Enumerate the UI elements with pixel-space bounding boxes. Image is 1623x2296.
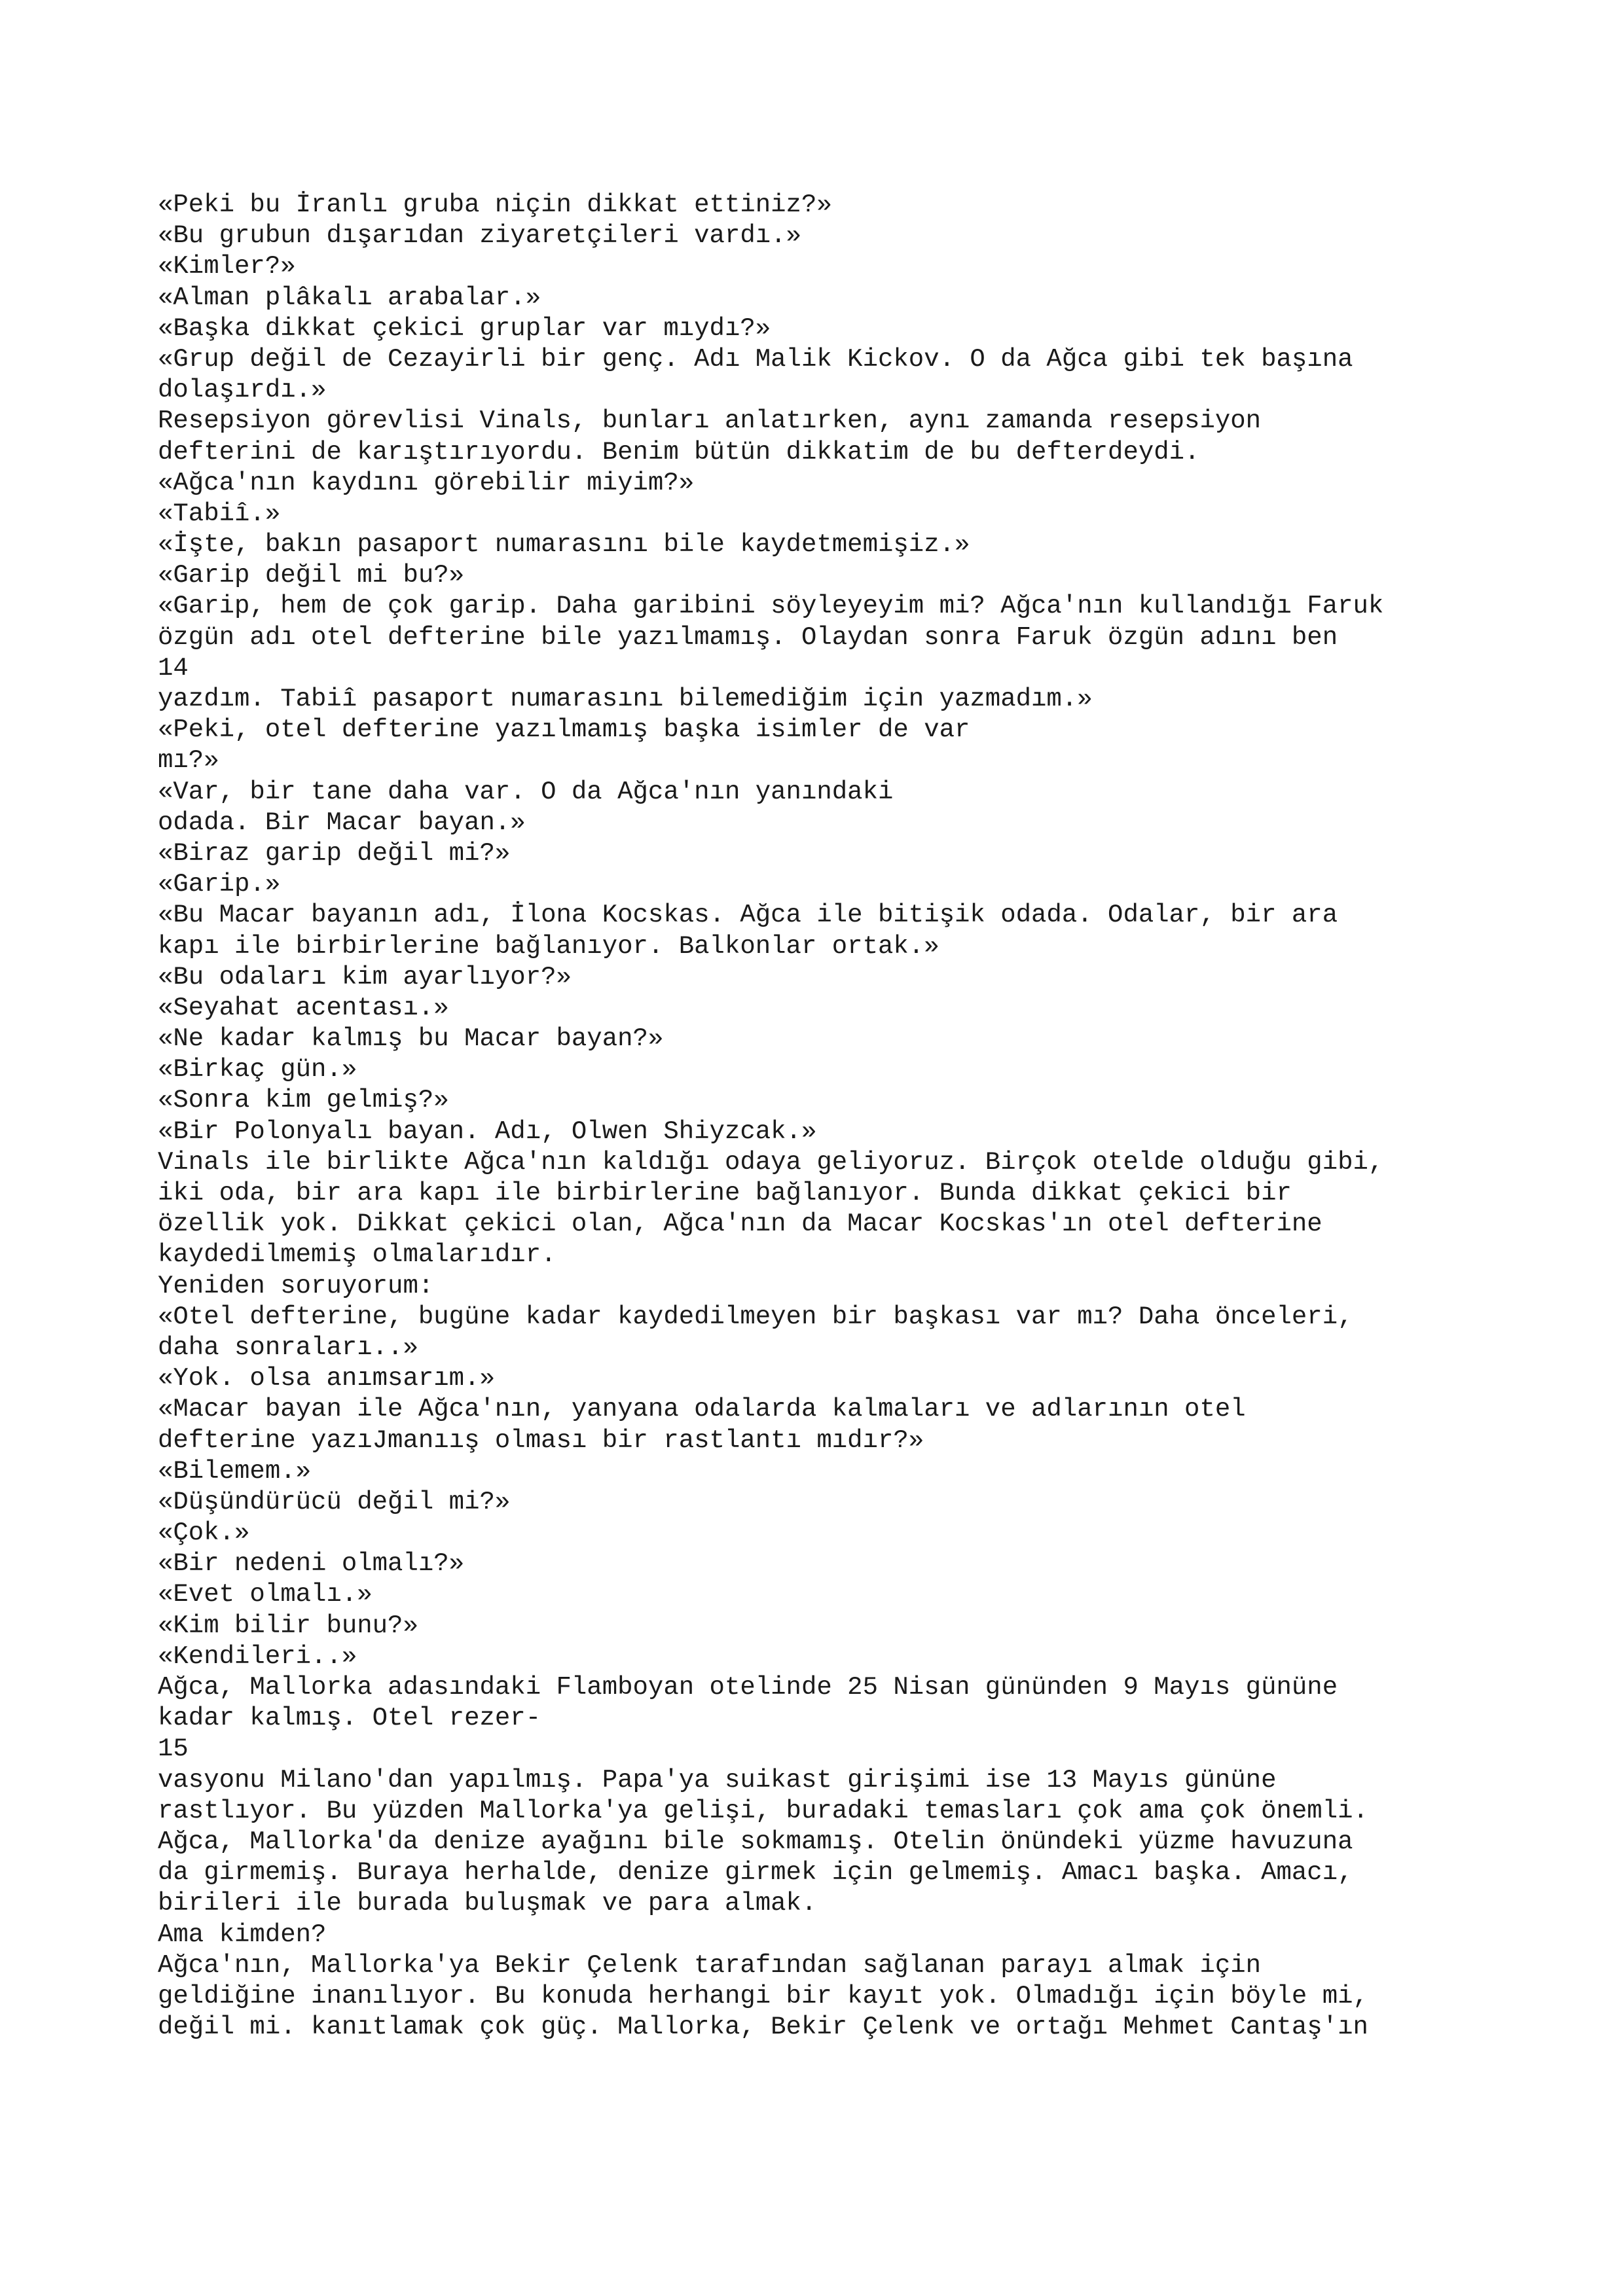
text-line: 14 xyxy=(158,653,189,683)
text-line: «Düşündürücü değil mi?» xyxy=(158,1487,511,1516)
text-line: «Tabiî.» xyxy=(158,499,281,528)
text-line: «Sonra kim gelmiş?» xyxy=(158,1086,449,1115)
text-line: «Otel defterine, bugüne kadar kaydedilmeyen bir başkası var mı? Daha önceleri, xyxy=(158,1302,1353,1331)
text-line: yazdım. Tabiî pasaport numarasını bilemediğim için yazmadım.» xyxy=(158,685,1093,713)
text-line: «Bu grubun dışarıdan ziyaretçileri vardı.» xyxy=(158,221,801,251)
text-line: özgün adı otel defterine bile yazılmamış. Olaydan sonra Faruk özgün adını ben xyxy=(158,622,1338,652)
text-line: «Başka dikkat çekici gruplar var mıydı?» xyxy=(158,314,771,343)
text-line: kaydedilmemiş olmalarıdır. xyxy=(158,1240,556,1270)
text-line: «Kendileri..» xyxy=(158,1641,357,1671)
text-line: «Bu Macar bayanın adı, İlona Kocskas. Ağca ile bitişik odada. Odalar, bir ara xyxy=(158,901,1338,930)
text-line: defterini de karıştırıyordu. Benim bütün dikkatim de bu defterdeydi. xyxy=(158,437,1200,467)
text-line: «Bir Polonyalı bayan. Adı, Olwen Shiyzcak.» xyxy=(158,1117,817,1146)
text-line: «Ağca'nın kaydını görebilir miyim?» xyxy=(158,468,695,497)
text-line: «Kimler?» xyxy=(158,252,296,281)
text-line: «Garip.» xyxy=(158,870,281,899)
text-line: «Birkaç gün.» xyxy=(158,1055,357,1085)
text-line: «Grup değil de Cezayirli bir genç. Adı Malik Kickov. O da Ağca gibi tek başına xyxy=(158,344,1353,374)
text-line: Resepsiyon görevlisi Vinals, bunları anlatırken, aynı zamanda resepsiyon xyxy=(158,406,1262,436)
text-line: Yeniden soruyorum: xyxy=(158,1271,434,1300)
text-line: iki oda, bir ara kapı ile birbirlerine bağlanıyor. Bunda dikkat çekici bir xyxy=(158,1179,1292,1208)
text-line: «İşte, bakın pasaport numarasını bile kaydetmemişiz.» xyxy=(158,530,970,560)
text-line: «Evet olmalı.» xyxy=(158,1580,373,1609)
text-line: «Garip, hem de çok garip. Daha garibini söyleyeyim mi? Ağca'nın kullandığı Faruk xyxy=(158,592,1384,621)
text-line: «Çok.» xyxy=(158,1518,250,1548)
text-line: değil mi. kanıtlamak çok güç. Mallorka, Bekir Çelenk ve ortağı Mehmet Cantaş'ın xyxy=(158,2013,1368,2042)
text-line: Ağca, Mallorka'da denize ayağını bile sokmamış. Otelin önündeki yüzme havuzuna xyxy=(158,1827,1353,1856)
text-line: «Kim bilir bunu?» xyxy=(158,1611,418,1640)
text-line: kadar kalmış. Otel rezer- xyxy=(158,1704,541,1733)
text-line: odada. Bir Macar bayan.» xyxy=(158,808,526,837)
text-line: «Peki bu İranlı gruba niçin dikkat ettiniz?» xyxy=(158,190,832,219)
text-line: «Var, bir tane daha var. O da Ağca'nın yanındaki xyxy=(158,777,894,806)
text-line: defterine yazıJmanıış olması bir rastlantı mıdır?» xyxy=(158,1426,924,1455)
text-line: mı?» xyxy=(158,746,219,776)
text-line: kapı ile birbirlerine bağlanıyor. Balkonlar ortak.» xyxy=(158,931,939,961)
text-line: «Alman plâkalı arabalar.» xyxy=(158,283,541,312)
text-line: birileri ile burada buluşmak ve para almak. xyxy=(158,1889,817,1918)
text-line: da girmemiş. Buraya herhalde, denize girmek için gelmemiş. Amacı başka. Amacı, xyxy=(158,1858,1353,1888)
text-line: özellik yok. Dikkat çekici olan, Ağca'nın da Macar Kocskas'ın otel defterine xyxy=(158,1210,1322,1239)
text-line: «Garip değil mi bu?» xyxy=(158,561,465,590)
text-line: geldiğine inanılıyor. Bu konuda herhangi bir kayıt yok. Olmadığı için böyle mi, xyxy=(158,1981,1368,2011)
text-line: «Biraz garip değil mi?» xyxy=(158,838,511,868)
text-line: rastlıyor. Bu yüzden Mallorka'ya gelişi, buradaki temasları çok ama çok önemli. xyxy=(158,1796,1368,1825)
text-line: Vinals ile birlikte Ağca'nın kaldığı odaya geliyoruz. Birçok otelde olduğu gibi, xyxy=(158,1147,1384,1177)
text-line: «Seyahat acentası.» xyxy=(158,993,449,1022)
text-line: daha sonraları..» xyxy=(158,1333,418,1362)
text-line: Ağca, Mallorka adasındaki Flamboyan otelinde 25 Nisan gününden 9 Mayıs gününe xyxy=(158,1673,1338,1702)
text-line: vasyonu Milano'dan yapılmış. Papa'ya suikast girişimi ise 13 Mayıs gününe xyxy=(158,1765,1277,1795)
text-line: «Macar bayan ile Ağca'nın, yanyana odalarda kalmaları ve adlarının otel xyxy=(158,1395,1246,1424)
text-line: «Ne kadar kalmış bu Macar bayan?» xyxy=(158,1024,664,1054)
text-line: Ağca'nın, Mallorka'ya Bekir Çelenk tarafından sağlanan parayı almak için xyxy=(158,1950,1262,1980)
text-line: «Yok. olsa anımsarım.» xyxy=(158,1364,495,1393)
text-line: Ama kimden? xyxy=(158,1920,327,1949)
text-line: «Bir nedeni olmalı?» xyxy=(158,1549,465,1579)
text-line: «Peki, otel defterine yazılmamış başka isimler de var xyxy=(158,715,970,745)
text-line: «Bilemem.» xyxy=(158,1456,312,1486)
text-line: «Bu odaları kim ayarlıyor?» xyxy=(158,962,572,992)
text-line: 15 xyxy=(158,1734,189,1764)
text-line: dolaşırdı.» xyxy=(158,376,327,405)
document-text xyxy=(158,190,1572,2043)
